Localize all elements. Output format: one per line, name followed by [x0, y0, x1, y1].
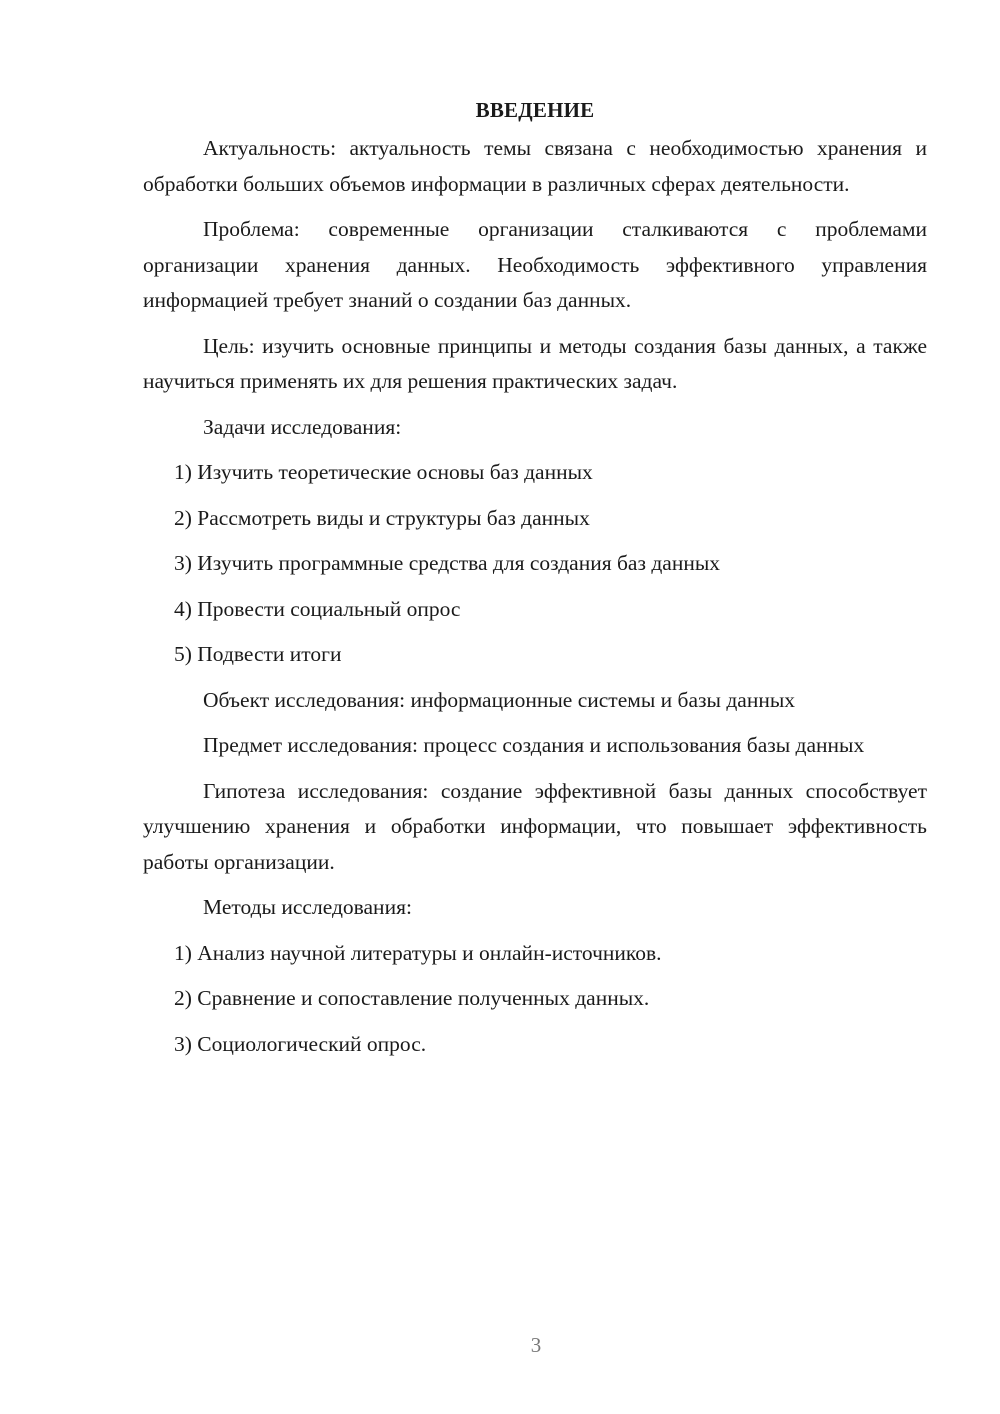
methods-heading: Методы исследования:: [203, 895, 412, 919]
subject-paragraph: Предмет исследования: процесс создания и использования базы данных: [203, 733, 865, 757]
task-item: 5) Подвести итоги: [174, 642, 342, 666]
goal-paragraph: Цель: изучить основные принципы и методы создания базы данных, а также научиться применять их для решения практических задач.: [143, 333, 927, 393]
page-number: 3: [530, 1333, 542, 1357]
method-item: 2) Сравнение и сопоставление полученных данных.: [174, 986, 650, 1010]
method-item: 3) Социологический опрос.: [174, 1031, 427, 1056]
hypothesis-paragraph: Гипотеза исследования: создание эффективной базы данных способствует улучшению хранения и обработки информации, что повышает эффективность работы организации.: [143, 778, 927, 874]
tasks-heading: Задачи исследования:: [203, 414, 402, 439]
problem-paragraph: Проблема: современные организации сталкиваются с проблемами организации хранения данных. Необходимость эффективного управления информацией требует знаний о создании баз данных.: [143, 217, 927, 312]
section-title: ВВЕДЕНИЕ: [475, 98, 595, 122]
task-item: 4) Провести социальный опрос: [174, 596, 461, 621]
task-item: 1) Изучить теоретические основы баз данных: [174, 460, 593, 484]
task-item: 3) Изучить программные средства для создания баз данных: [174, 551, 721, 575]
object-paragraph: Объект исследования: информационные системы и базы данных: [203, 687, 796, 712]
page-content: [143, 92, 927, 1072]
task-item: 2) Рассмотреть виды и структуры баз данных: [174, 505, 590, 530]
relevance-paragraph: Актуальность: актуальность темы связана с необходимостью хранения и обработки больших объемов информации в различных сферах деятельности.: [143, 136, 927, 196]
method-item: 1) Анализ научной литературы и онлайн-источников.: [174, 940, 662, 965]
